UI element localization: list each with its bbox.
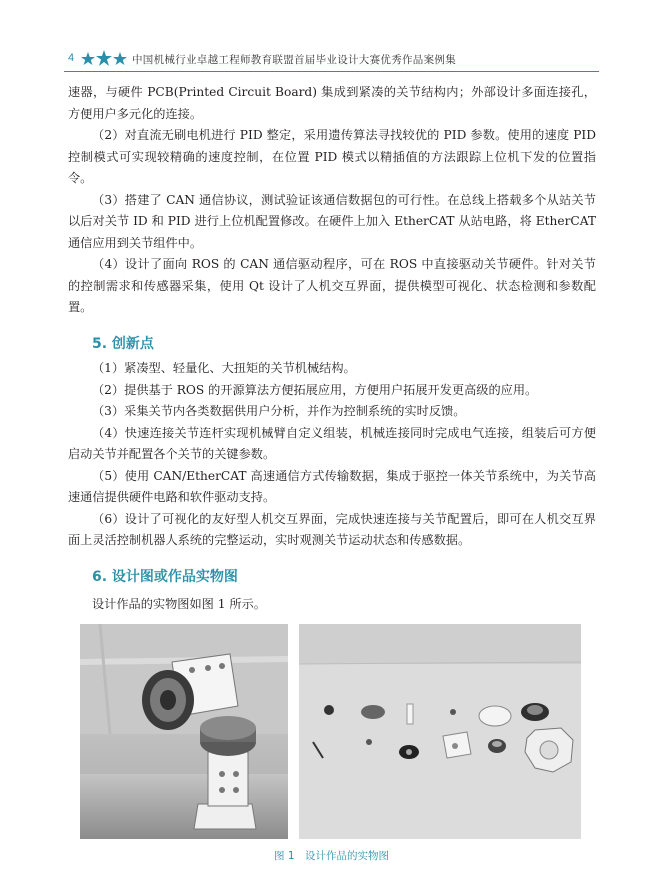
running-header — [64, 50, 599, 72]
figure-caption: 图 1 设计作品的实物图 — [273, 850, 390, 862]
section-heading: 6. 设计图或作品实物图 — [92, 569, 238, 585]
section-heading: 5. 创新点 — [92, 336, 154, 352]
robot-joint-photo — [80, 624, 288, 839]
list-item: （3）采集关节内各类数据供用户分析，并作为控制系统的实时反馈。 — [92, 404, 466, 418]
innovation-list — [68, 358, 596, 552]
parts-layout-photo — [299, 624, 581, 839]
paragraph: （4）设计了面向 ROS 的 CAN 通信驱动程序，可在 ROS 中直接驱动关节硬件。针对关节的控制需求和传感器采集，使用 Qt 设计了人机交互界面，提供模型可视化、状态检测和参数配置。 — [68, 257, 596, 314]
paragraph: （3）搭建了 CAN 通信协议，测试验证该通信数据包的可行性。在总线上搭载多个从站关节以后对关节 ID 和 PID 进行上位机配置修改。在硬件上加入 EtherCAT 从站电路，将 EtherCAT 通信应用到关节组件中。 — [68, 192, 596, 250]
list-item: （4）快速连接关节连杆实现机械臂自定义组装，机械连接同时完成电气连接，组装后可方便启动关节并配置各个关节的关键参数。 — [68, 425, 596, 461]
paragraph: 速器，与硬件 PCB(Printed Circuit Board) 集成到紧凑的关节结构内；外部设计多面连接孔，方便用户多元化的连接。 — [68, 85, 596, 121]
running-title: 中国机械行业卓越工程师教育联盟首届毕业设计大赛优秀作品案例集 — [132, 54, 456, 66]
figure-intro — [92, 594, 592, 616]
paragraph: （2）对直流无刷电机进行 PID 整定，采用遗传算法寻找较优的 PID 参数。使用的速度 PID 控制模式可实现较精确的速度控制，在位置 PID 模式以精插值的方法跟踪上位机下发的位置指令。 — [68, 128, 596, 185]
list-item: （6）设计了可视化的友好型人机交互界面，完成快速连接与关节配置后，即可在人机交互界面上灵活控制机器人系统的完整运动，实时观测关节运动状态和传感数据。 — [68, 511, 596, 547]
list-item: （2）提供基于 ROS 的开源算法方便拓展应用，方便用户拓展开发更高级的应用。 — [92, 382, 538, 397]
intro-block — [68, 82, 596, 319]
page-number: 4 — [68, 52, 75, 64]
list-item: （5）使用 CAN/EtherCAT 高速通信方式传输数据，集成于驱控一体关节系统中，为关节高速通信提供硬件电路和软件驱动支持。 — [68, 468, 596, 504]
paragraph: 设计作品的实物图如图 1 所示。 — [92, 597, 266, 611]
list-item: （1）紧凑型、轻量化、大扭矩的关节机械结构。 — [92, 361, 356, 375]
stars-logo-icon — [80, 49, 128, 69]
header-rule — [64, 71, 599, 72]
